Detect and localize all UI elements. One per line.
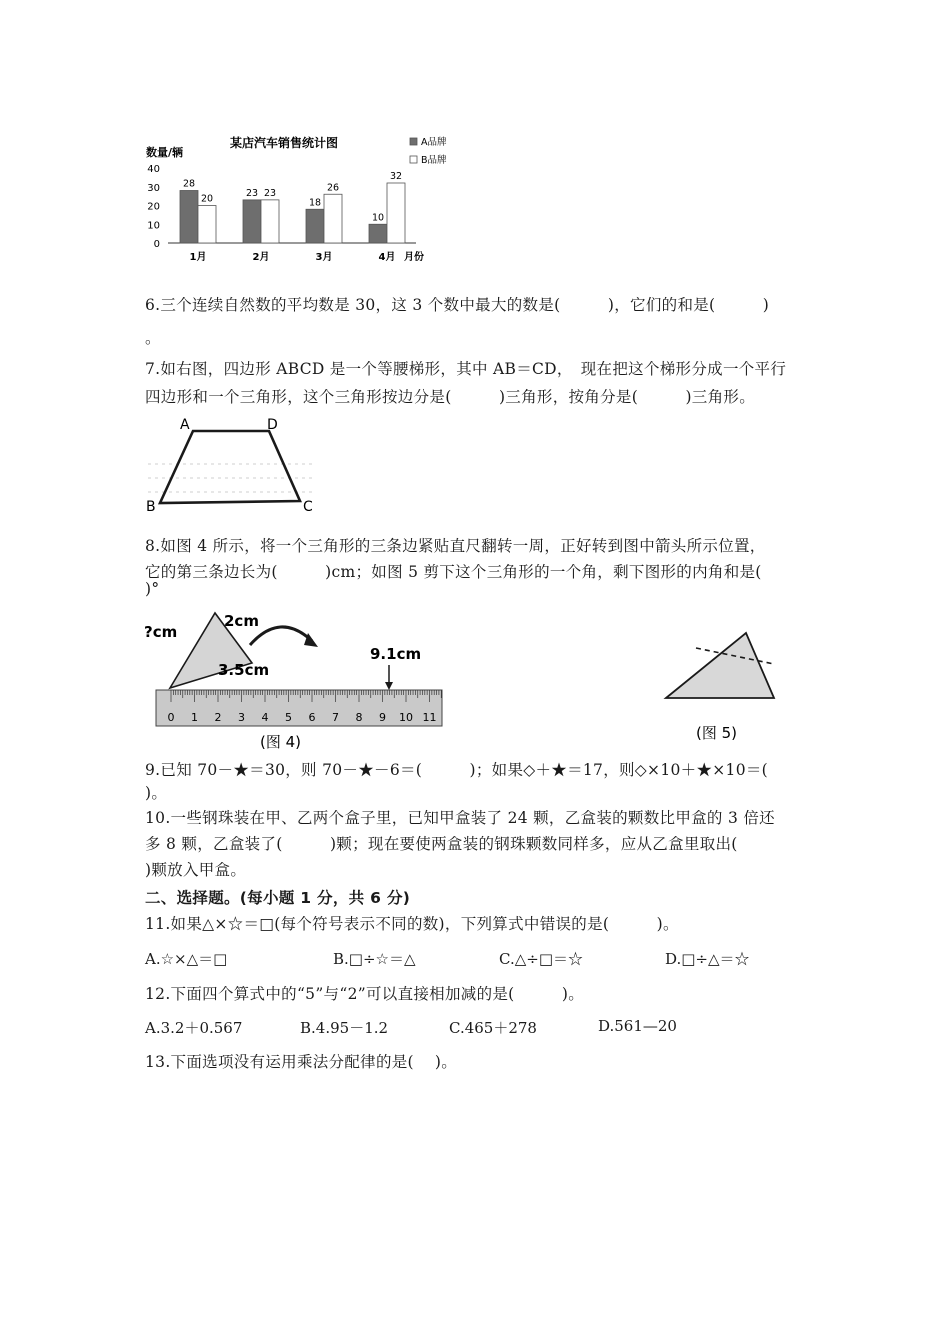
ruler-number: 10: [399, 711, 413, 724]
ruler-number: 4: [261, 711, 269, 724]
bar-value-label: 10: [371, 212, 385, 224]
bar-value-label: 23: [263, 187, 277, 199]
bar-b: [261, 200, 279, 243]
question-6-line-2: 。: [145, 329, 161, 347]
bar-a: [180, 191, 198, 244]
bar-a: [243, 200, 261, 243]
side-3-5cm-label: 3.5cm: [218, 661, 270, 679]
figure-5-caption: (图 5): [696, 724, 738, 742]
legend-swatch: [410, 156, 417, 163]
bar-value-label: 32: [389, 171, 403, 182]
car-sales-bar-chart: [138, 130, 468, 270]
q12-option-a: A.3.2＋0.567: [145, 1019, 243, 1037]
legend-label: A品牌: [421, 137, 447, 148]
bar-a: [369, 224, 387, 243]
question-7-line-1: 7.如右图，四边形 ABCD 是一个等腰梯形，其中 AB＝CD， 现在把这个梯形分成一个平行: [145, 360, 787, 378]
chart-y-axis-label: 数量/辆: [146, 146, 184, 159]
bar-value-label: 20: [200, 193, 214, 205]
chart-bars: [180, 171, 405, 243]
ruler-number: 8: [355, 711, 363, 724]
y-tick-label: 40: [147, 164, 160, 175]
trapezoid-shape: [160, 431, 300, 503]
ruler-number: 3: [238, 711, 245, 724]
bar-value-label: 26: [326, 182, 340, 194]
bar-b: [387, 183, 405, 243]
x-tick-label: 3月: [315, 252, 333, 263]
question-12: 12.下面四个算式中的“5”与“2”可以直接相加减的是( )。: [145, 985, 585, 1003]
x-tick-label: 2月: [252, 252, 270, 263]
chart-title: 某店汽车销售统计图: [230, 136, 339, 150]
x-tick-label: 1月: [189, 252, 207, 263]
bar-b: [324, 194, 342, 243]
q11-option-c: C.△÷□＝☆: [499, 950, 583, 968]
question-13: 13.下面选项没有运用乘法分配律的是( )。: [145, 1053, 458, 1071]
ruler-number: 1: [191, 711, 198, 724]
q12-option-c: C.465＋278: [449, 1019, 537, 1037]
section-2-heading: 二、选择题。(每小题 1 分，共 6 分): [145, 889, 411, 907]
question-8-line-1: 8.如图 4 所示，将一个三角形的三条边紧贴直尺翻转一周，正好转到图中箭头所示位置，: [145, 537, 766, 555]
figure-5-triangle: [660, 628, 790, 746]
trapezoid-abcd-figure: [140, 412, 320, 522]
figure-4-ruler-triangle: [140, 603, 450, 751]
ruler-number: 0: [167, 711, 175, 724]
figure-4-caption: (图 4): [260, 733, 302, 751]
x-tick-label: 4月: [378, 252, 396, 263]
side-2cm-label: 2cm: [224, 612, 259, 630]
question-8-line-3: )°: [145, 580, 160, 598]
mark-arrow-head: [385, 682, 393, 690]
figure-5-shape: [666, 633, 774, 698]
q12-option-d: D.561—20: [598, 1017, 677, 1035]
flip-arrow: [250, 627, 312, 645]
q12-option-b: B.4.95－1.2: [300, 1019, 389, 1037]
y-tick-label: 20: [147, 201, 160, 213]
q11-option-d: D.□÷△＝☆: [665, 950, 750, 968]
question-7-line-2: 四边形和一个三角形，这个三角形按边分是( )三角形，按角分是( )三角形。: [145, 388, 755, 406]
question-11: 11.如果△×☆＝□(每个符号表示不同的数)，下列算式中错误的是( )。: [145, 915, 679, 933]
y-tick-label: 10: [147, 220, 160, 232]
question-6-line-1: 6.三个连续自然数的平均数是 30，这 3 个数中最大的数是( )，它们的和是( ): [145, 296, 770, 314]
q11-option-a: A.☆×△＝□: [145, 950, 228, 968]
bar-value-label: 28: [182, 178, 196, 190]
bar-b: [198, 206, 216, 244]
ruler-number: 11: [422, 711, 437, 724]
x-axis-label: 月份: [404, 252, 424, 263]
question-10-line-3: )颗放入甲盒。: [145, 861, 247, 879]
question-10-line-2: 多 8 颗，乙盒装了( )颗；现在要使两盒装的钢珠颗数同样多，应从乙盒里取出(: [145, 835, 738, 853]
vertex-label-d: D: [267, 417, 278, 433]
q11-option-b: B.□÷☆＝△: [333, 950, 416, 968]
chart-legend: [410, 136, 447, 166]
bar-value-label: 18: [308, 197, 322, 209]
y-tick-label: 0: [153, 239, 160, 250]
y-tick-label: 30: [147, 182, 160, 194]
ruler-number: 5: [285, 711, 292, 724]
bar-a: [306, 209, 324, 243]
question-8-line-2: 它的第三条边长为( )cm；如图 5 剪下这个三角形的一个角，剩下图形的内角和是(: [145, 563, 762, 581]
vertex-label-c: C: [303, 499, 313, 515]
question-9-line-1: 9.已知 70－★＝30，则 70－★－6＝( )；如果◇＋★＝17，则◇×10＋★×10＝(: [145, 761, 769, 779]
legend-label: B品牌: [421, 155, 447, 166]
unknown-side-label: ?cm: [144, 623, 178, 641]
vertex-label-b: B: [146, 499, 156, 515]
mark-9-1cm-label: 9.1cm: [370, 645, 422, 663]
ruler-number: 7: [332, 711, 339, 724]
ruler-number: 6: [308, 711, 316, 724]
question-10-line-1: 10.一些钢珠装在甲、乙两个盒子里，已知甲盒装了 24 颗，乙盒装的颗数比甲盒的 3 倍还: [145, 809, 775, 827]
bar-value-label: 23: [245, 187, 259, 199]
legend-swatch: [410, 138, 417, 145]
question-9-line-2: )。: [145, 784, 168, 802]
vertex-label-a: A: [180, 417, 190, 433]
ruler-number: 2: [214, 711, 222, 724]
ruler-number: 9: [379, 711, 386, 724]
